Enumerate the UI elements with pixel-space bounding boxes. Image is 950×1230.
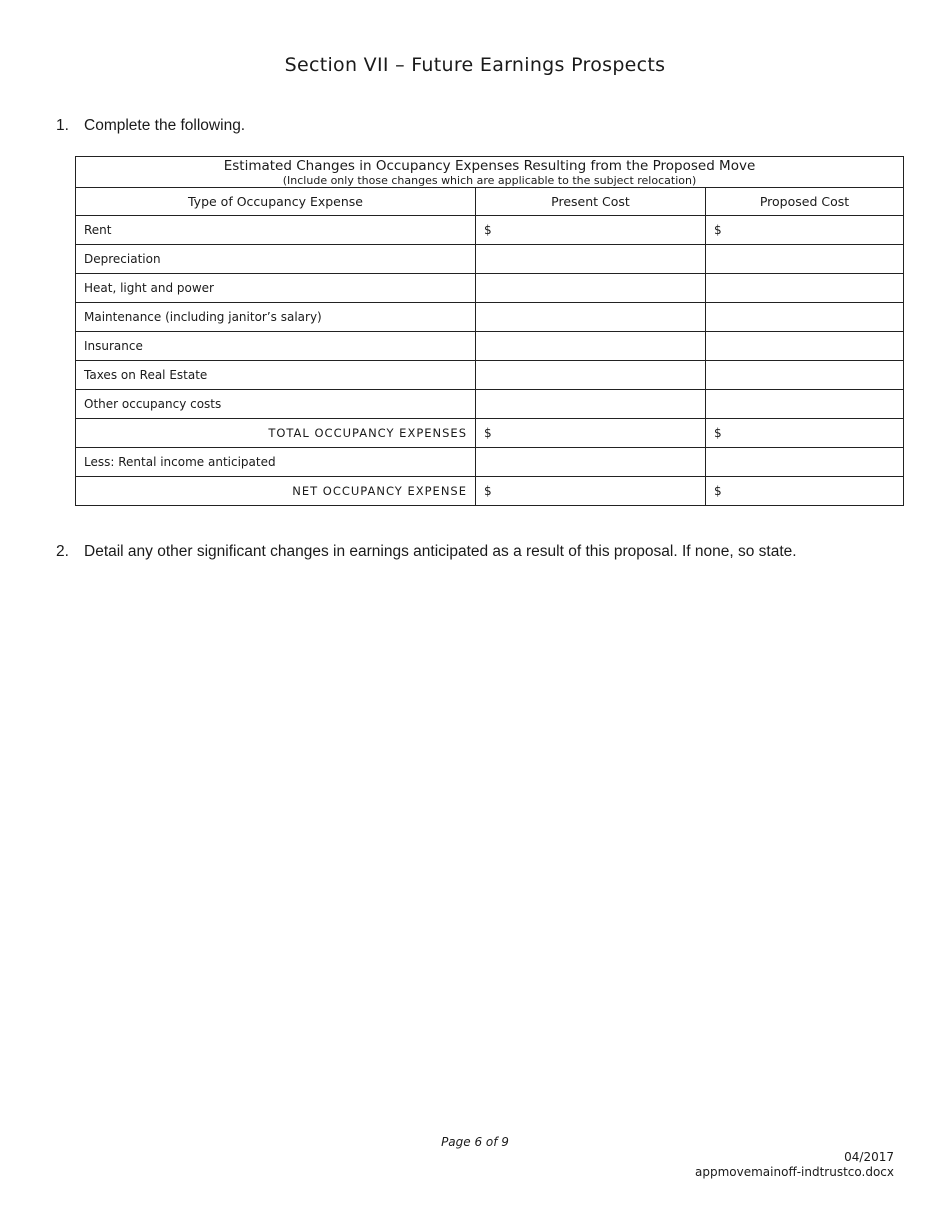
page-number: Page 6 of 9 xyxy=(441,1135,509,1149)
table-row xyxy=(76,332,904,361)
document-filename: appmovemainoff-indtrustco.docx xyxy=(695,1165,894,1179)
column-header-type: Type of Occupancy Expense xyxy=(76,188,476,216)
revision-date: 04/2017 xyxy=(844,1150,894,1164)
row-label-depreciation: Depreciation xyxy=(76,245,476,274)
table-row-net xyxy=(76,477,904,506)
present-cost-field[interactable] xyxy=(476,274,706,303)
table-title: Estimated Changes in Occupancy Expenses Resulting from the Proposed Move xyxy=(223,157,756,174)
table-row xyxy=(76,390,904,419)
table-header xyxy=(76,157,904,188)
proposed-cost-field[interactable] xyxy=(706,274,904,303)
table-row xyxy=(76,303,904,332)
present-cost-field[interactable]: $ xyxy=(476,419,706,448)
proposed-cost-field[interactable]: $ xyxy=(706,419,904,448)
occupancy-expenses-table xyxy=(75,156,904,506)
question-text: Detail any other significant changes in earnings anticipated as a result of this proposal. If none, so state. xyxy=(84,543,797,560)
row-label-heat-light-power: Heat, light and power xyxy=(76,274,476,303)
table-row xyxy=(76,274,904,303)
column-header-present-cost: Present Cost xyxy=(476,188,706,216)
proposed-cost-field[interactable] xyxy=(706,332,904,361)
table-row xyxy=(76,216,904,245)
proposed-cost-field[interactable] xyxy=(706,303,904,332)
table-row xyxy=(76,361,904,390)
row-label-insurance: Insurance xyxy=(76,332,476,361)
row-label-taxes-real-estate: Taxes on Real Estate xyxy=(76,361,476,390)
proposed-cost-field[interactable] xyxy=(706,361,904,390)
question-number: 1. xyxy=(56,117,69,134)
present-cost-field[interactable] xyxy=(476,245,706,274)
present-cost-field[interactable] xyxy=(476,361,706,390)
question-number: 2. xyxy=(56,543,69,560)
proposed-cost-field[interactable] xyxy=(706,448,904,477)
present-cost-field[interactable]: $ xyxy=(476,477,706,506)
table-row xyxy=(76,448,904,477)
table-row xyxy=(76,245,904,274)
row-label-maintenance: Maintenance (including janitor’s salary) xyxy=(76,303,476,332)
proposed-cost-field[interactable] xyxy=(706,245,904,274)
proposed-cost-field[interactable]: $ xyxy=(706,216,904,245)
question-1 xyxy=(56,117,245,135)
present-cost-field[interactable] xyxy=(476,303,706,332)
question-2 xyxy=(56,543,797,561)
row-label-net-occupancy-expense: NET OCCUPANCY EXPENSE xyxy=(76,477,476,506)
proposed-cost-field[interactable] xyxy=(706,390,904,419)
proposed-cost-field[interactable]: $ xyxy=(706,477,904,506)
present-cost-field[interactable] xyxy=(476,448,706,477)
section-title: Section VII – Future Earnings Prospects xyxy=(284,54,666,76)
present-cost-field[interactable]: $ xyxy=(476,216,706,245)
row-label-rent: Rent xyxy=(76,216,476,245)
row-label-rental-income: Less: Rental income anticipated xyxy=(76,448,476,477)
column-header-proposed-cost: Proposed Cost xyxy=(706,188,904,216)
present-cost-field[interactable] xyxy=(476,332,706,361)
table-subtitle: (Include only those changes which are applicable to the subject relocation) xyxy=(282,173,697,187)
question-text: Complete the following. xyxy=(84,117,246,134)
present-cost-field[interactable] xyxy=(476,390,706,419)
table-row-total xyxy=(76,419,904,448)
row-label-other-occupancy-costs: Other occupancy costs xyxy=(76,390,476,419)
footer-meta xyxy=(695,1150,894,1180)
row-label-total-occupancy-expenses: TOTAL OCCUPANCY EXPENSES xyxy=(76,419,476,448)
